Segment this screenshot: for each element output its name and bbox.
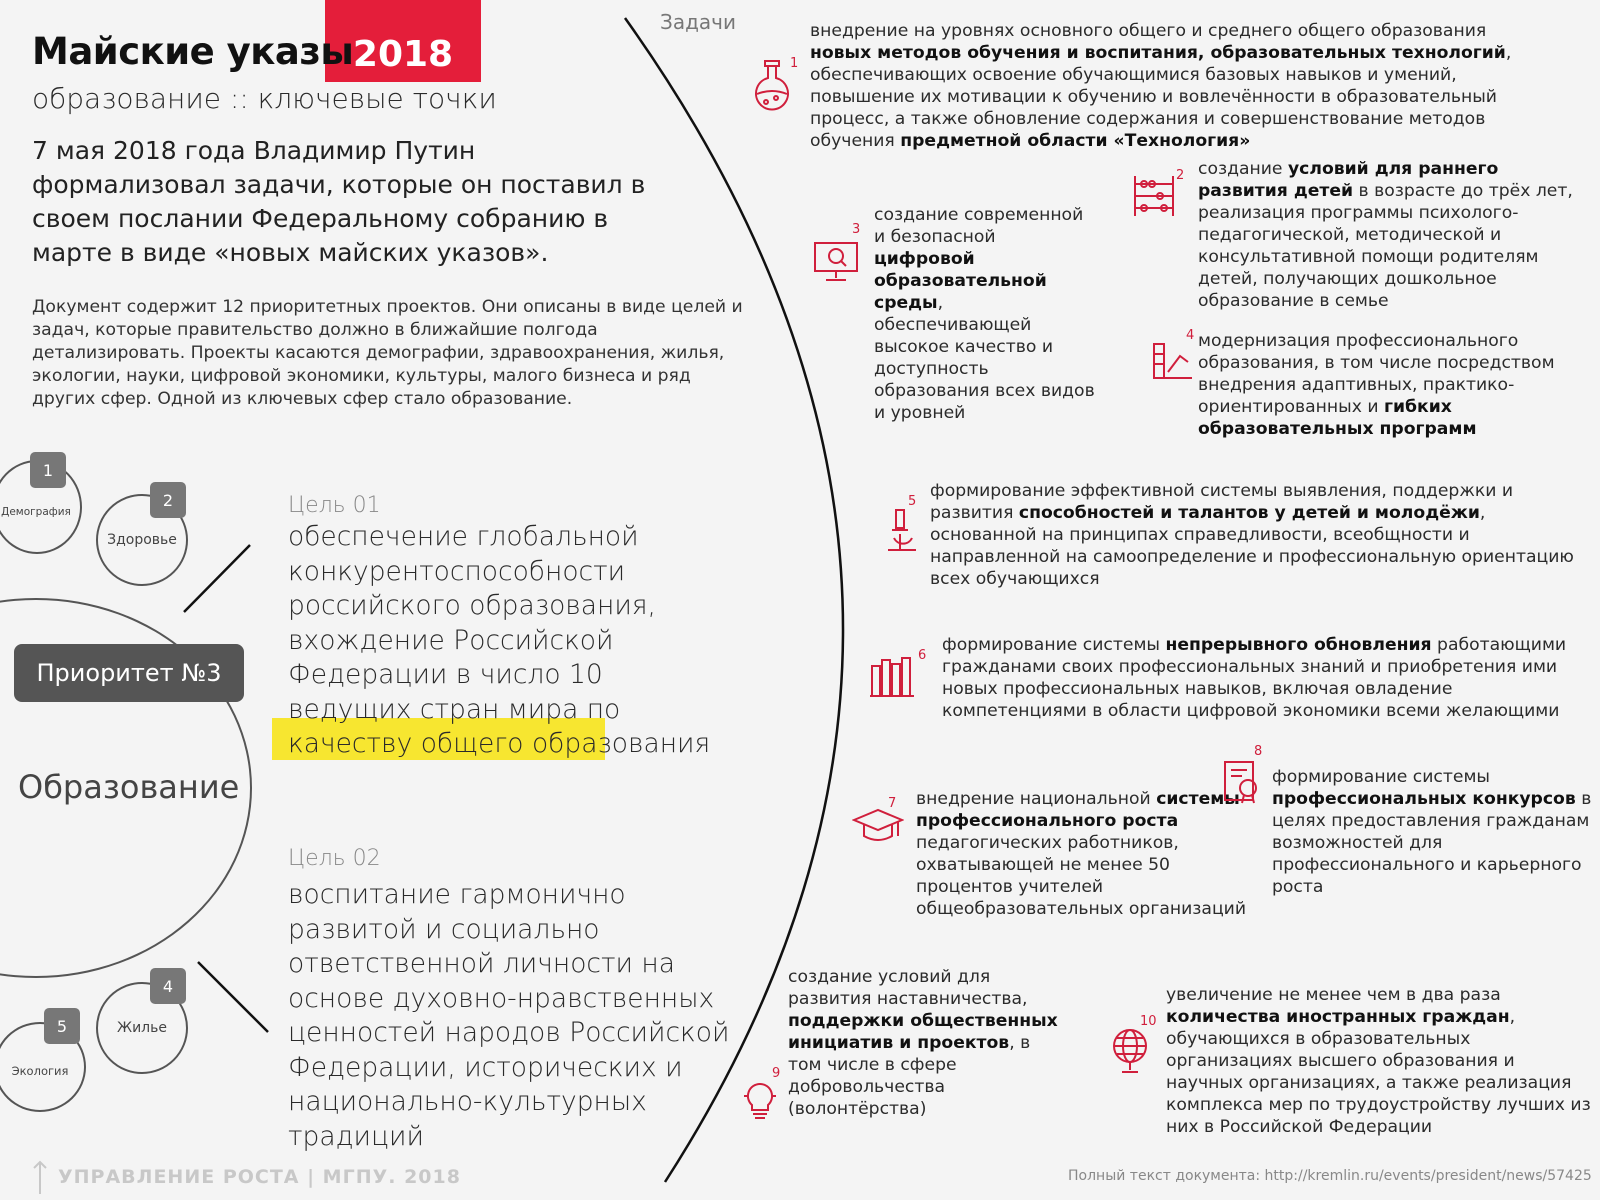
task-item [1166, 984, 1591, 1138]
priority-label: Экология [11, 1064, 69, 1078]
task-number: 10 [1140, 1014, 1157, 1029]
task-number: 5 [908, 494, 917, 509]
task-text: , обучающихся в образовательных организациях высшего образования и научных организациях, а также реализация комплекса мер по трудоустройству лучших из них в Российской Федерации [1166, 1007, 1591, 1137]
task-item [916, 788, 1256, 920]
abacus-icon [1130, 172, 1178, 220]
task-text: в целях предоставления гражданам возможностей для профессионального и карьерного роста [1272, 789, 1592, 897]
goal-text: воспитание гармонично развитой и социально ответственной личности на основе духовно-нравственных ценностей народов Российской Федерации, исторических и национально-культурных традиций [288, 879, 730, 1152]
goal-highlight-text: общего образования [420, 728, 711, 759]
task-text: формирование эффективной системы выявления, поддержки и развития [930, 481, 1513, 523]
task-text: создание [1198, 159, 1288, 179]
task-item [1198, 158, 1593, 312]
task-number: 8 [1254, 744, 1263, 759]
priority-label: Демография [1, 506, 71, 518]
microscope-icon [884, 506, 920, 554]
task-number: 9 [772, 1066, 781, 1081]
center-label: Образование [18, 768, 240, 806]
task-bold: условий для раннего развития детей [1198, 159, 1499, 201]
goal-number: Цель 02 [288, 846, 381, 871]
task-bold: количества иностранных граждан [1166, 1007, 1510, 1027]
footer-source-link[interactable]: Полный текст документа: http://kremlin.ru/events/president/news/57425 [1068, 1168, 1592, 1184]
task-item [942, 634, 1572, 722]
task-number: 7 [888, 796, 897, 811]
priority-number: 2 [150, 482, 186, 518]
task-bold: гибких образовательных программ [1198, 397, 1477, 439]
lightbulb-icon [742, 1078, 778, 1124]
task-number: 3 [852, 222, 861, 237]
task-bold: непрерывного обновления [1165, 635, 1432, 655]
globe-icon [1108, 1026, 1152, 1076]
task-text: , основанной на принципах справедливости, всеобщности и направленной на самоопределение и профессиональную ориентацию всех обучающихся [930, 503, 1574, 589]
certificate-icon [1222, 758, 1264, 804]
year-badge: 2018 [325, 0, 481, 82]
intro-text: 7 мая 2018 года Владимир Путин формализовал задачи, которые он поставил в своем послании Федеральному собранию в марте в виде «новых майских указов». [32, 136, 646, 267]
priority-number: 1 [30, 452, 66, 488]
task-bold: предметной области «Технология» [900, 131, 1251, 151]
task-number: 2 [1176, 168, 1185, 183]
task-item [1198, 330, 1588, 440]
arrow-up-icon [32, 1158, 48, 1194]
document-description: Документ содержит 12 приоритетных проектов. Они описаны в виде целей и задач, которые правительство должно в ближайшие полгода детализировать. Проекты касаются демографии, здравоохранения, жилья, экологии, науки, цифровой экономики, культуры, малого бизнеса и ряд других сфер. Одной из ключевых сфер стало образование. [32, 297, 743, 409]
task-text: в возрасте до трёх лет, реализация программы психолого-педагогической, методической и консультативной помощи родителям детей, получающих дошкольное образование в семье [1198, 181, 1573, 311]
goal-text [288, 520, 728, 762]
task-text: , обеспечивающей высокое качество и доступность образования всех видов и уровней [874, 293, 1095, 423]
task-text: создание современной и безопасной [874, 205, 1084, 247]
task-text: увеличение не менее чем в два раза [1166, 985, 1501, 1005]
page-title: Майские указы [32, 30, 354, 73]
priority-badge: Приоритет №3 [14, 644, 244, 702]
priority-label: Жилье [117, 1020, 167, 1036]
task-text: внедрение на уровнях основного общего и среднего общего образования [810, 21, 1487, 41]
task-text: педагогических работников, охватывающей не менее 50 процентов учителей общеобразовательных организаций [916, 833, 1247, 919]
task-item [874, 204, 1099, 424]
footer-brand: УПРАВЛЕНИЕ РОСТА | МГПУ. 2018 [58, 1166, 461, 1188]
tasks-label: Задачи [660, 10, 736, 34]
task-number: 6 [918, 648, 927, 663]
monitor-icon [812, 238, 860, 286]
task-text: , в том числе в сфере добровольчества (волонтёрства) [788, 1033, 1031, 1119]
chart-icon [1150, 338, 1196, 384]
task-number: 1 [790, 56, 799, 71]
task-item [930, 480, 1580, 590]
task-bold: способностей и талантов у детей и молодёжи [1018, 503, 1480, 523]
flask-icon [748, 56, 799, 114]
graduation-cap-icon [852, 806, 904, 846]
priority-number: 5 [44, 1008, 80, 1044]
page-subtitle: образование :: ключевые точки [32, 82, 497, 115]
task-text: формирование системы [942, 635, 1166, 655]
task-text: модернизация профессионального образования, в том числе посредством внедрения адаптивных, практико-ориентированных и [1198, 331, 1555, 417]
task-item [1272, 766, 1597, 898]
task-bold: профессиональных конкурсов [1272, 789, 1576, 809]
task-bold: новых методов обучения и воспитания, образовательных технологий [810, 43, 1506, 63]
task-bold: поддержки общественных инициатив и проектов [788, 1011, 1058, 1053]
task-bold: системы профессионального роста [916, 789, 1240, 831]
task-text: формирование системы [1272, 767, 1490, 787]
task-number: 4 [1186, 328, 1195, 343]
task-bold: цифровой образовательной среды [874, 249, 1047, 313]
priority-label: Здоровье [107, 532, 177, 548]
task-item [810, 20, 1550, 152]
task-item [788, 966, 1068, 1120]
priority-number: 4 [150, 968, 186, 1004]
task-text: создание условий для развития наставничества, [788, 967, 1028, 1009]
task-text: , обеспечивающих освоение обучающимися базовых навыков и умений, повышение их мотивации к обучению и вовлечённости в образовательный процесс, а также обновление содержания и совершенствование методов обучения [810, 43, 1512, 151]
goal-text-body: обеспечение глобальной конкурентоспособности российского образования, вхождение Российской Федерации в число 10 ведущих стран мира по качеству [288, 521, 656, 759]
goal-number: Цель 01 [288, 493, 381, 518]
task-text: внедрение национальной [916, 789, 1157, 809]
task-text: работающими гражданами своих профессиональных знаний и приобретения ими новых профессиональных навыков, включая овладение компетенциями в области цифровой экономики всеми желающими [942, 635, 1567, 721]
books-icon [868, 652, 918, 700]
